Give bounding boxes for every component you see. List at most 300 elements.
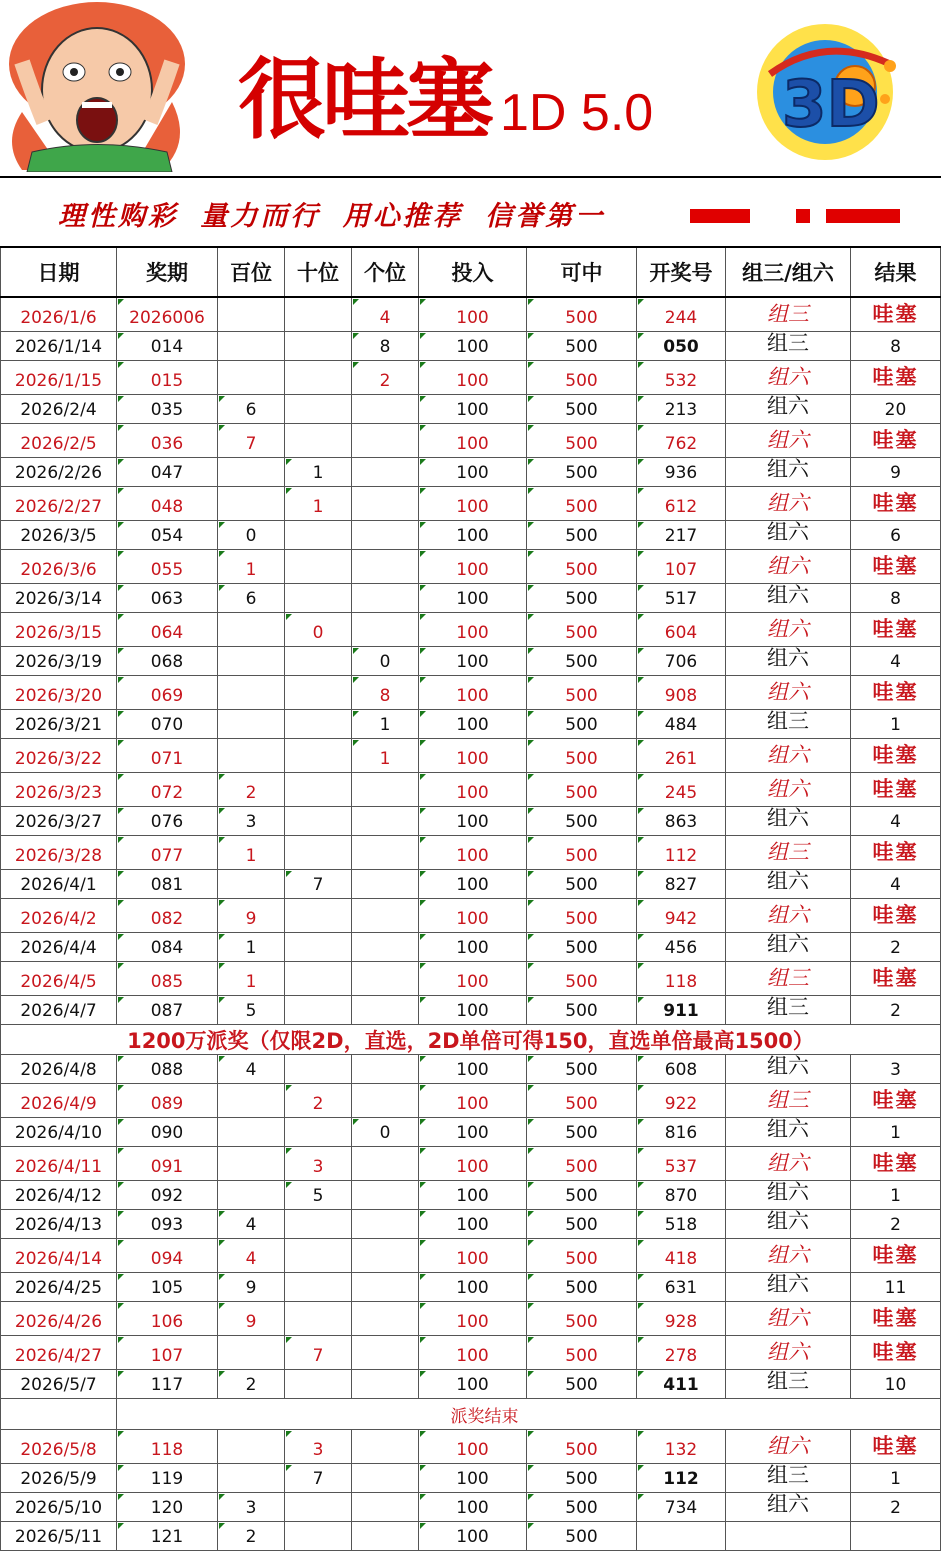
draw-number-cell: 418 — [637, 1239, 726, 1272]
units-cell: 2 — [352, 361, 419, 394]
tens-cell — [285, 1273, 352, 1301]
group-type-cell: 组六 — [726, 613, 851, 646]
issue-cell: 092 — [117, 1181, 218, 1209]
header-banner — [0, 0, 941, 176]
units-cell — [352, 1147, 419, 1180]
draw-number-cell: 132 — [637, 1430, 726, 1463]
tens-cell — [285, 395, 352, 423]
tens-cell — [285, 1370, 352, 1398]
draw-number-cell: 107 — [637, 550, 726, 583]
group-type-cell: 组六 — [726, 1493, 851, 1521]
date-cell: 2026/3/6 — [0, 550, 117, 583]
stake-cell: 100 — [419, 807, 527, 835]
stake-cell: 100 — [419, 521, 527, 549]
group-type-cell: 组三 — [726, 996, 851, 1024]
tens-cell — [285, 332, 352, 360]
draw-number-cell: 762 — [637, 424, 726, 457]
units-cell — [352, 933, 419, 961]
stake-cell: 100 — [419, 996, 527, 1024]
units-cell — [352, 836, 419, 869]
hundreds-cell — [218, 1181, 285, 1209]
stake-cell: 100 — [419, 1055, 527, 1083]
units-cell — [352, 395, 419, 423]
group-type-cell: 组六 — [726, 870, 851, 898]
hundreds-cell: 4 — [218, 1210, 285, 1238]
tens-cell: 5 — [285, 1181, 352, 1209]
table-row — [0, 933, 941, 962]
units-cell — [352, 1210, 419, 1238]
group-type-cell: 组六 — [726, 807, 851, 835]
issue-cell: 106 — [117, 1302, 218, 1335]
tens-cell — [285, 584, 352, 612]
stake-cell: 100 — [419, 1336, 527, 1369]
result-cell: 哇塞 — [851, 739, 941, 772]
payout-cell: 500 — [527, 996, 637, 1024]
draw-number-cell: 608 — [637, 1055, 726, 1083]
stake-cell: 100 — [419, 933, 527, 961]
draw-number-cell: 411 — [637, 1370, 726, 1398]
date-cell: 2026/3/22 — [0, 739, 117, 772]
title-chinese: 很哇塞 — [238, 47, 491, 151]
promo-banner: 1200万派奖（仅限2D，直选，2D单倍可得150，直选单倍最高1500） — [0, 1025, 941, 1055]
table-row — [0, 1210, 941, 1239]
tens-cell: 7 — [285, 1336, 352, 1369]
stake-cell: 100 — [419, 487, 527, 520]
payout-cell: 500 — [527, 647, 637, 675]
result-cell: 2 — [851, 1493, 941, 1521]
date-cell: 2026/4/27 — [0, 1336, 117, 1369]
units-cell — [352, 996, 419, 1024]
issue-cell: 094 — [117, 1239, 218, 1272]
result-cell: 1 — [851, 710, 941, 738]
draw-number-cell: 911 — [637, 996, 726, 1024]
table-row — [0, 1118, 941, 1147]
result-cell: 哇塞 — [851, 361, 941, 394]
units-cell — [352, 870, 419, 898]
group-type-cell: 组六 — [726, 1055, 851, 1083]
tens-cell: 7 — [285, 870, 352, 898]
units-cell — [352, 1370, 419, 1398]
issue-cell: 047 — [117, 458, 218, 486]
date-cell: 2026/4/13 — [0, 1210, 117, 1238]
tens-cell: 1 — [285, 458, 352, 486]
hundreds-cell: 2 — [218, 1522, 285, 1550]
issue-cell: 119 — [117, 1464, 218, 1492]
table-row — [0, 710, 941, 739]
hundreds-cell: 6 — [218, 584, 285, 612]
group-type-cell: 组六 — [726, 584, 851, 612]
promo-end-row — [0, 1399, 941, 1430]
issue-cell: 054 — [117, 521, 218, 549]
date-cell: 2026/4/25 — [0, 1273, 117, 1301]
stake-cell: 100 — [419, 458, 527, 486]
hundreds-cell: 6 — [218, 395, 285, 423]
stake-cell: 100 — [419, 1464, 527, 1492]
group-type-cell: 组六 — [726, 1147, 851, 1180]
stake-cell: 100 — [419, 1370, 527, 1398]
units-cell — [352, 613, 419, 646]
hundreds-cell — [218, 332, 285, 360]
issue-cell: 063 — [117, 584, 218, 612]
stake-cell: 100 — [419, 1273, 527, 1301]
stake-cell: 100 — [419, 1181, 527, 1209]
payout-cell: 500 — [527, 1370, 637, 1398]
draw-number-cell: 928 — [637, 1302, 726, 1335]
payout-cell: 500 — [527, 739, 637, 772]
empty-cell — [0, 1399, 117, 1429]
hundreds-cell — [218, 1336, 285, 1369]
issue-cell: 093 — [117, 1210, 218, 1238]
group-type-cell: 组六 — [726, 1273, 851, 1301]
date-cell: 2026/4/5 — [0, 962, 117, 995]
units-cell — [352, 1493, 419, 1521]
hundreds-cell — [218, 739, 285, 772]
result-cell: 哇塞 — [851, 613, 941, 646]
payout-cell: 500 — [527, 487, 637, 520]
payout-cell: 500 — [527, 710, 637, 738]
tens-cell — [285, 361, 352, 394]
result-cell: 8 — [851, 584, 941, 612]
draw-number-cell: 863 — [637, 807, 726, 835]
draw-number-cell: 816 — [637, 1118, 726, 1146]
draw-number-cell: 244 — [637, 298, 726, 331]
payout-cell: 500 — [527, 521, 637, 549]
table-row — [0, 1302, 941, 1336]
issue-cell: 105 — [117, 1273, 218, 1301]
group-type-cell: 组六 — [726, 487, 851, 520]
payout-cell: 500 — [527, 773, 637, 806]
hundreds-cell — [218, 870, 285, 898]
units-cell: 1 — [352, 739, 419, 772]
title-version: 1D 5.0 — [500, 84, 654, 142]
tens-cell — [285, 1493, 352, 1521]
payout-cell: 500 — [527, 1493, 637, 1521]
draw-number-cell: 870 — [637, 1181, 726, 1209]
group-type-cell: 组六 — [726, 424, 851, 457]
draw-number-cell: 456 — [637, 933, 726, 961]
payout-cell: 500 — [527, 550, 637, 583]
payout-cell: 500 — [527, 613, 637, 646]
result-cell: 哇塞 — [851, 487, 941, 520]
payout-cell: 500 — [527, 1210, 637, 1238]
result-cell: 哇塞 — [851, 1084, 941, 1117]
issue-cell: 088 — [117, 1055, 218, 1083]
stake-cell: 100 — [419, 424, 527, 457]
fucai-3d-logo — [740, 14, 905, 164]
units-cell — [352, 1181, 419, 1209]
tens-cell — [285, 899, 352, 932]
result-cell: 哇塞 — [851, 1302, 941, 1335]
stake-cell: 100 — [419, 1210, 527, 1238]
result-cell: 6 — [851, 521, 941, 549]
date-cell: 2026/2/4 — [0, 395, 117, 423]
issue-cell: 068 — [117, 647, 218, 675]
stake-cell: 100 — [419, 1118, 527, 1146]
result-cell: 哇塞 — [851, 1147, 941, 1180]
group-type-cell: 组六 — [726, 458, 851, 486]
draw-number-cell: 532 — [637, 361, 726, 394]
table-row — [0, 1055, 941, 1084]
draw-number-cell: 942 — [637, 899, 726, 932]
draw-number-cell: 261 — [637, 739, 726, 772]
draw-number-cell: 517 — [637, 584, 726, 612]
draw-number-cell: 706 — [637, 647, 726, 675]
date-cell: 2026/4/10 — [0, 1118, 117, 1146]
hundreds-cell: 1 — [218, 550, 285, 583]
result-cell: 4 — [851, 870, 941, 898]
tens-cell: 7 — [285, 1464, 352, 1492]
issue-cell: 064 — [117, 613, 218, 646]
result-cell: 4 — [851, 807, 941, 835]
draw-number-cell: 612 — [637, 487, 726, 520]
stake-cell: 100 — [419, 613, 527, 646]
group-type-cell: 组六 — [726, 1336, 851, 1369]
date-cell: 2026/2/5 — [0, 424, 117, 457]
date-cell: 2026/4/9 — [0, 1084, 117, 1117]
issue-cell: 082 — [117, 899, 218, 932]
table-row — [0, 739, 941, 773]
draw-number-cell: 604 — [637, 613, 726, 646]
date-cell: 2026/3/15 — [0, 613, 117, 646]
units-cell — [352, 899, 419, 932]
draw-number-cell: 922 — [637, 1084, 726, 1117]
stake-cell: 100 — [419, 1522, 527, 1550]
stake-cell: 100 — [419, 1493, 527, 1521]
units-cell — [352, 1430, 419, 1463]
column-header: 投入 — [419, 248, 527, 296]
tens-cell — [285, 962, 352, 995]
date-cell: 2026/5/9 — [0, 1464, 117, 1492]
date-cell: 2026/4/14 — [0, 1239, 117, 1272]
group-type-cell: 组六 — [726, 395, 851, 423]
group-type-cell: 组三 — [726, 710, 851, 738]
date-cell: 2026/3/28 — [0, 836, 117, 869]
date-cell: 2026/3/23 — [0, 773, 117, 806]
group-type-cell: 组三 — [726, 836, 851, 869]
tens-cell — [285, 1210, 352, 1238]
date-cell: 2026/4/7 — [0, 996, 117, 1024]
hundreds-cell — [218, 676, 285, 709]
column-header: 奖期 — [117, 248, 218, 296]
units-cell: 4 — [352, 298, 419, 331]
issue-cell: 089 — [117, 1084, 218, 1117]
column-header: 开奖号 — [637, 248, 726, 296]
column-header: 十位 — [285, 248, 352, 296]
issue-cell: 091 — [117, 1147, 218, 1180]
result-cell: 9 — [851, 458, 941, 486]
stake-cell: 100 — [419, 550, 527, 583]
promo-end-label: 派奖结束 — [117, 1399, 941, 1429]
table-row — [0, 1522, 941, 1551]
logo-3d-text: 3D — [782, 68, 880, 142]
payout-cell: 500 — [527, 1273, 637, 1301]
date-cell: 2026/3/14 — [0, 584, 117, 612]
result-cell: 8 — [851, 332, 941, 360]
tens-cell — [285, 807, 352, 835]
date-cell: 2026/4/2 — [0, 899, 117, 932]
issue-cell: 090 — [117, 1118, 218, 1146]
group-type-cell: 组六 — [726, 1302, 851, 1335]
tens-cell — [285, 1118, 352, 1146]
date-cell: 2026/2/26 — [0, 458, 117, 486]
group-type-cell: 组六 — [726, 1210, 851, 1238]
units-cell: 1 — [352, 710, 419, 738]
issue-cell: 014 — [117, 332, 218, 360]
units-cell — [352, 1464, 419, 1492]
stake-cell: 100 — [419, 899, 527, 932]
red-bar-decoration — [796, 209, 810, 223]
stake-cell: 100 — [419, 361, 527, 394]
result-cell: 3 — [851, 1055, 941, 1083]
table-row — [0, 395, 941, 424]
units-cell — [352, 584, 419, 612]
hundreds-cell — [218, 298, 285, 331]
hundreds-cell: 7 — [218, 424, 285, 457]
tens-cell — [285, 298, 352, 331]
issue-cell: 069 — [117, 676, 218, 709]
payout-cell: 500 — [527, 361, 637, 394]
issue-cell: 048 — [117, 487, 218, 520]
payout-cell: 500 — [527, 458, 637, 486]
hundreds-cell — [218, 710, 285, 738]
app-title — [238, 30, 653, 150]
slogan-text: 理性购彩 量力而行 用心推荐 信誉第一 — [58, 201, 606, 232]
group-type-cell: 组六 — [726, 1239, 851, 1272]
payout-cell: 500 — [527, 1464, 637, 1492]
payout-cell: 500 — [527, 807, 637, 835]
issue-cell: 118 — [117, 1430, 218, 1463]
tens-cell — [285, 1239, 352, 1272]
hundreds-cell: 9 — [218, 1273, 285, 1301]
tens-cell — [285, 996, 352, 1024]
tens-cell: 3 — [285, 1430, 352, 1463]
date-cell: 2026/3/5 — [0, 521, 117, 549]
payout-cell: 500 — [527, 836, 637, 869]
units-cell — [352, 424, 419, 457]
draw-number-cell: 484 — [637, 710, 726, 738]
stake-cell: 100 — [419, 298, 527, 331]
units-cell — [352, 773, 419, 806]
group-type-cell: 组六 — [726, 521, 851, 549]
stake-cell: 100 — [419, 647, 527, 675]
hundreds-cell: 2 — [218, 1370, 285, 1398]
issue-cell: 077 — [117, 836, 218, 869]
issue-cell: 072 — [117, 773, 218, 806]
group-type-cell: 组三 — [726, 1370, 851, 1398]
hundreds-cell: 1 — [218, 836, 285, 869]
tens-cell — [285, 773, 352, 806]
tens-cell: 1 — [285, 487, 352, 520]
group-type-cell: 组六 — [726, 773, 851, 806]
date-cell: 2026/1/15 — [0, 361, 117, 394]
results-table — [0, 248, 941, 1551]
units-cell — [352, 1302, 419, 1335]
date-cell: 2026/3/20 — [0, 676, 117, 709]
issue-cell: 085 — [117, 962, 218, 995]
draw-number-cell: 112 — [637, 836, 726, 869]
hundreds-cell — [218, 458, 285, 486]
stake-cell: 100 — [419, 773, 527, 806]
table-row — [0, 521, 941, 550]
hundreds-cell: 9 — [218, 1302, 285, 1335]
stake-cell: 100 — [419, 1430, 527, 1463]
payout-cell: 500 — [527, 933, 637, 961]
date-cell: 2026/5/10 — [0, 1493, 117, 1521]
table-row — [0, 996, 941, 1025]
result-cell: 20 — [851, 395, 941, 423]
tens-cell: 3 — [285, 1147, 352, 1180]
stake-cell: 100 — [419, 962, 527, 995]
group-type-cell: 组六 — [726, 676, 851, 709]
result-cell: 4 — [851, 647, 941, 675]
units-cell — [352, 521, 419, 549]
tens-cell — [285, 1055, 352, 1083]
date-cell: 2026/1/6 — [0, 298, 117, 331]
result-cell: 1 — [851, 1118, 941, 1146]
issue-cell: 117 — [117, 1370, 218, 1398]
date-cell: 2026/4/4 — [0, 933, 117, 961]
group-type-cell: 组六 — [726, 361, 851, 394]
result-cell: 2 — [851, 1210, 941, 1238]
tens-cell — [285, 1522, 352, 1550]
payout-cell: 500 — [527, 395, 637, 423]
table-row — [0, 647, 941, 676]
units-cell — [352, 1084, 419, 1117]
tens-cell — [285, 1302, 352, 1335]
column-header: 组三/组六 — [726, 248, 851, 296]
issue-cell: 084 — [117, 933, 218, 961]
draw-number-cell: 118 — [637, 962, 726, 995]
stake-cell: 100 — [419, 332, 527, 360]
tens-cell — [285, 647, 352, 675]
units-cell — [352, 1239, 419, 1272]
table-row — [0, 458, 941, 487]
result-cell: 哇塞 — [851, 676, 941, 709]
table-row — [0, 584, 941, 613]
draw-number-cell: 908 — [637, 676, 726, 709]
payout-cell: 500 — [527, 298, 637, 331]
result-cell: 哇塞 — [851, 1430, 941, 1463]
payout-cell: 500 — [527, 676, 637, 709]
issue-cell: 2026006 — [117, 298, 218, 331]
hundreds-cell — [218, 613, 285, 646]
hundreds-cell: 3 — [218, 1493, 285, 1521]
payout-cell: 500 — [527, 1181, 637, 1209]
units-cell — [352, 807, 419, 835]
units-cell — [352, 458, 419, 486]
column-header: 百位 — [218, 248, 285, 296]
stake-cell: 100 — [419, 676, 527, 709]
hundreds-cell: 1 — [218, 962, 285, 995]
date-cell: 2026/5/8 — [0, 1430, 117, 1463]
table-row — [0, 332, 941, 361]
stake-cell: 100 — [419, 739, 527, 772]
payout-cell: 500 — [527, 1084, 637, 1117]
result-cell — [851, 1522, 941, 1550]
hundreds-cell: 3 — [218, 807, 285, 835]
units-cell: 8 — [352, 676, 419, 709]
stake-cell: 100 — [419, 1084, 527, 1117]
hundreds-cell: 2 — [218, 773, 285, 806]
date-cell: 2026/4/8 — [0, 1055, 117, 1083]
tens-cell — [285, 521, 352, 549]
tens-cell — [285, 739, 352, 772]
hundreds-cell: 1 — [218, 933, 285, 961]
units-cell — [352, 1522, 419, 1550]
date-cell: 2026/4/1 — [0, 870, 117, 898]
result-cell: 1 — [851, 1181, 941, 1209]
draw-number-cell: 827 — [637, 870, 726, 898]
